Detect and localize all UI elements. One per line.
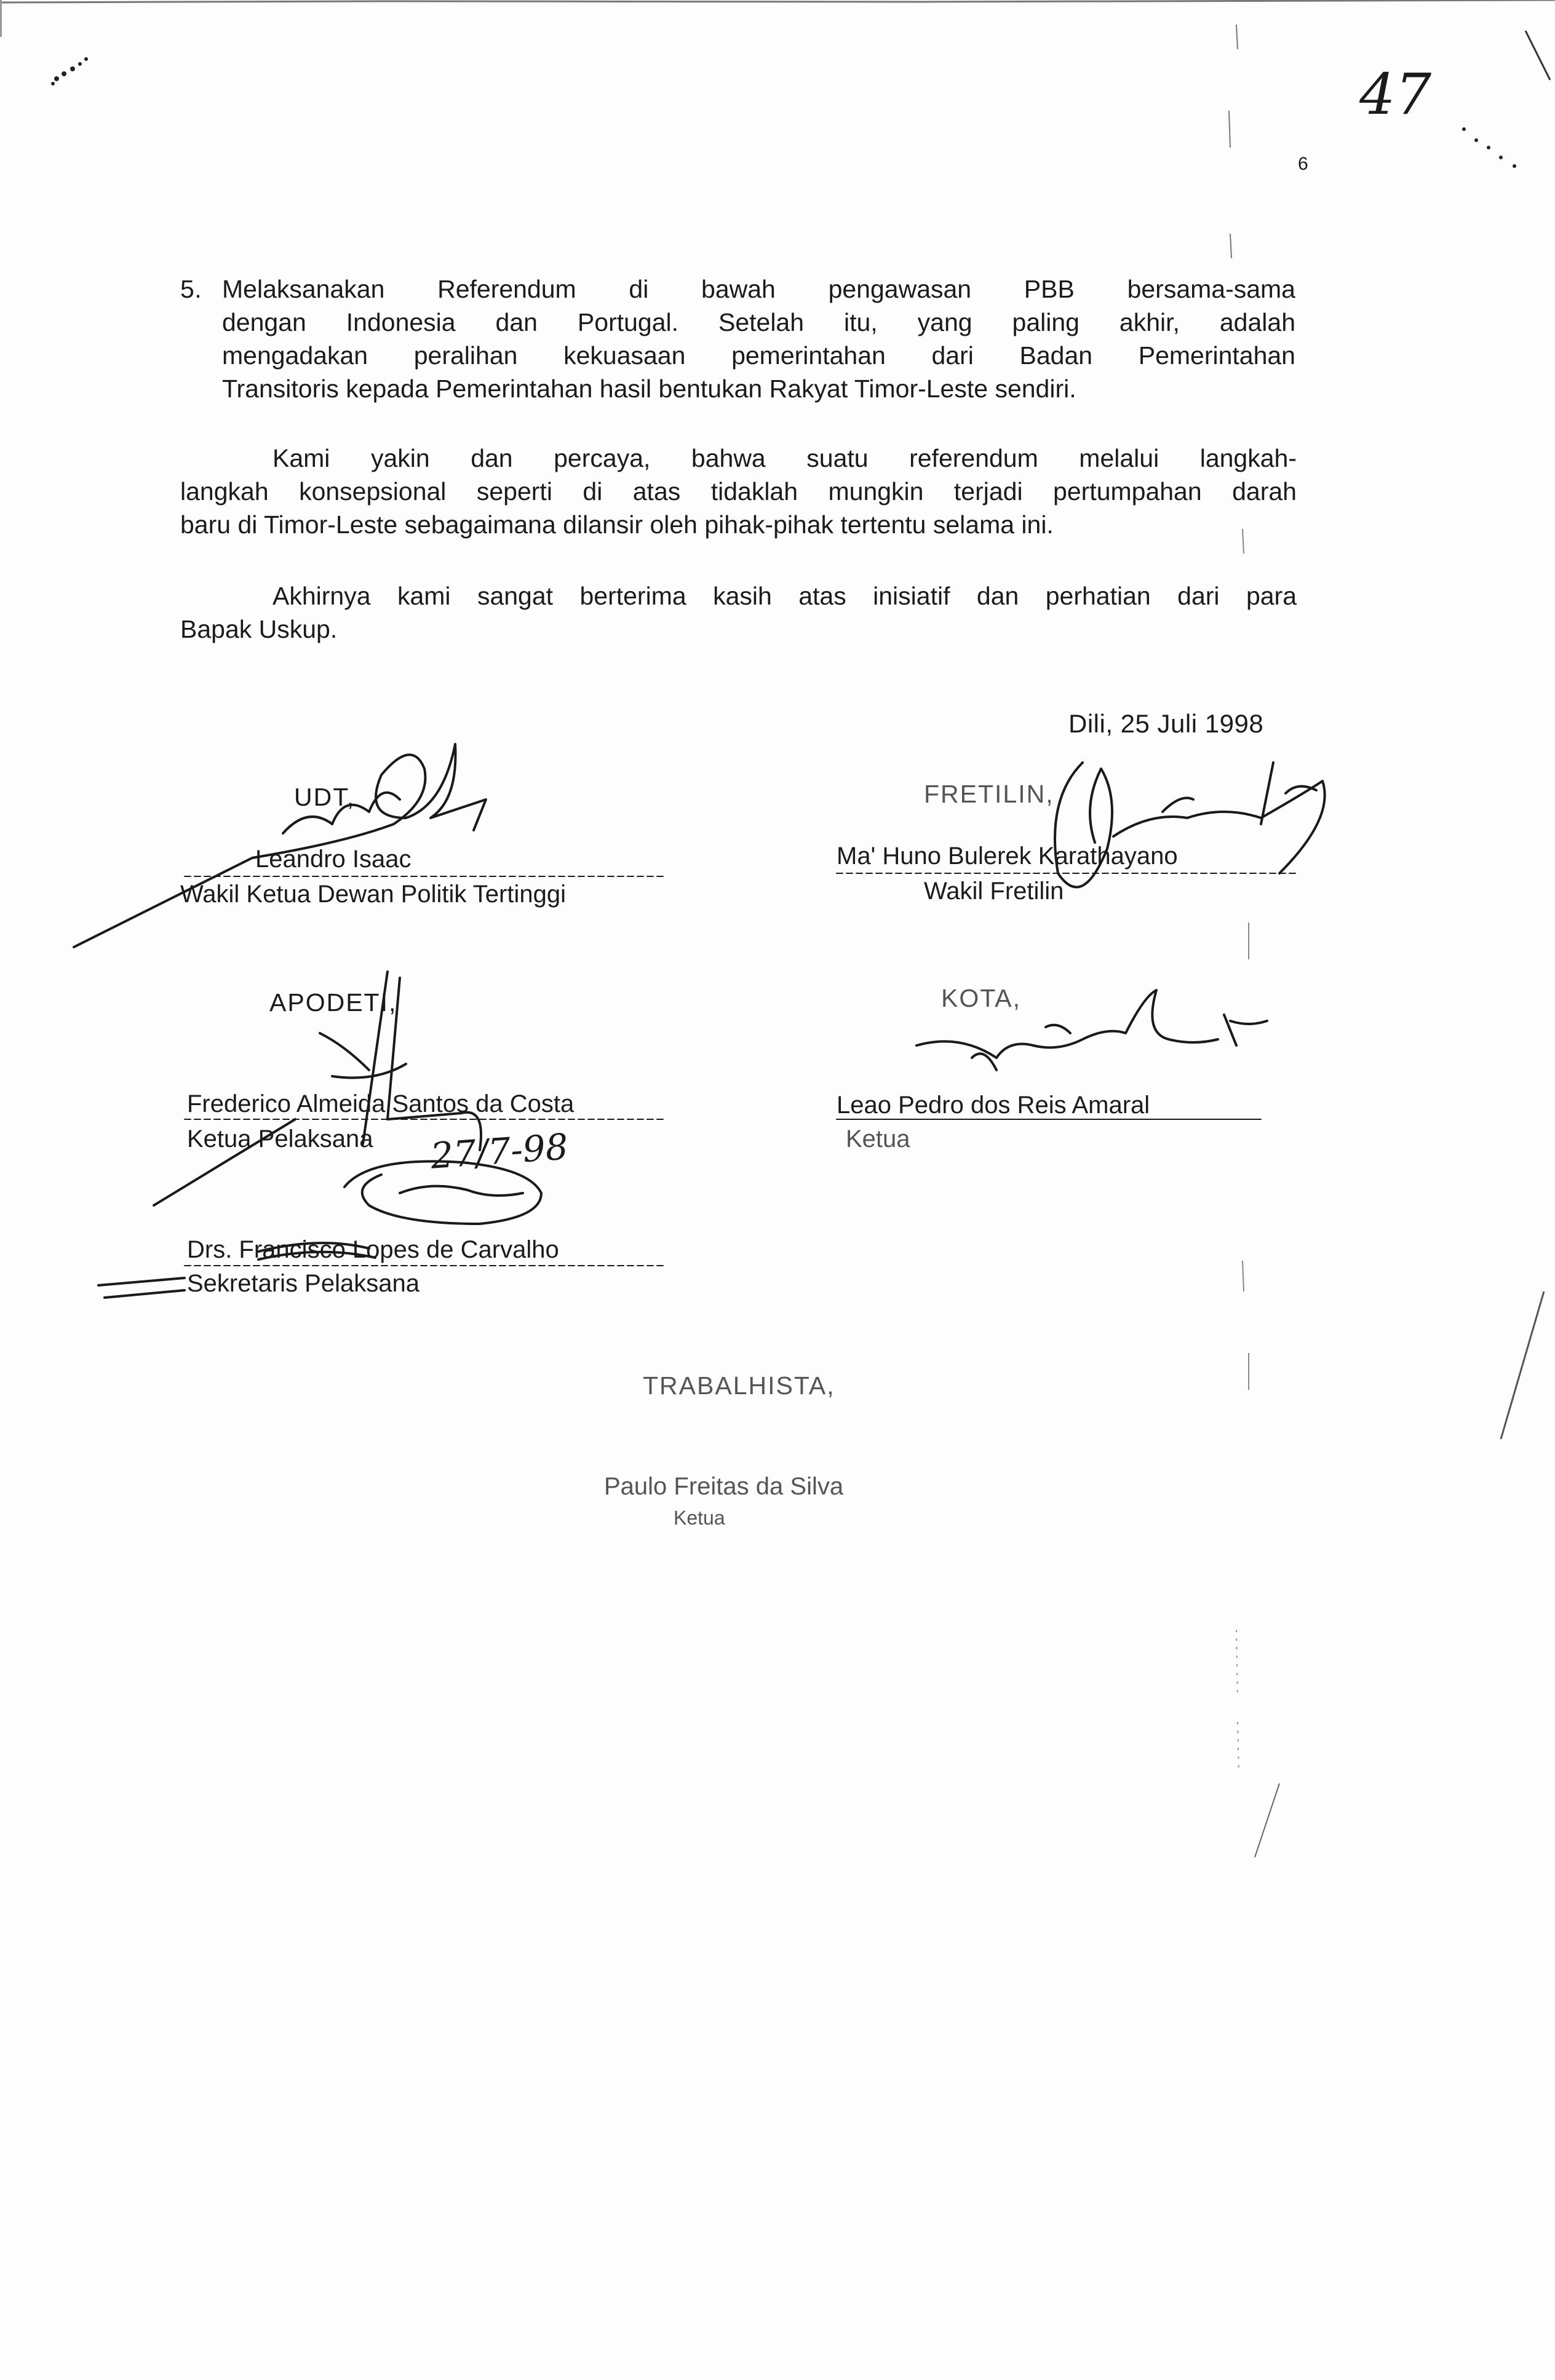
udt-org-label: UDT, [294,783,356,811]
handwritten-page-number: 47 [1359,61,1432,127]
paragraph-2-line-3: baru di Timor-Leste sebagaimana dilansir oleh pihak-pihak tertentu selama ini. [180,510,1054,539]
fretilin-signatory-title: Wakil Fretilin [924,878,1064,905]
item-5-line-1: Melaksanakan Referendum di bawah pengawasan PBB bersama-sama [222,275,1295,303]
kota-org-label: KOTA, [941,984,1021,1012]
apodeti-secretary-title: Sekretaris Pelaksana [187,1270,420,1297]
kota-signatory-name: Leao Pedro dos Reis Amaral [837,1092,1150,1119]
udt-signatory-name: Leandro Isaac [255,846,412,873]
udt-signatory-title: Wakil Ketua Dewan Politik Tertinggi [180,881,566,908]
place-date: Dili, 25 Juli 1998 [1068,709,1264,738]
fretilin-signature [1055,763,1112,887]
kota-signatory-title: Ketua [846,1125,910,1152]
kota-signature [917,990,1267,1058]
trabalhista-signatory-title: Ketua [674,1507,725,1529]
apodeti-handwritten-date: 27/7-98 [429,1125,570,1177]
fretilin-org-label: FRETILIN, [924,780,1054,808]
paragraph-3-line-1: Akhirnya kami sangat berterima kasih atas inisiatif dan perhatian dari para [272,582,1297,610]
item-5-line-3: mengadakan peralihan kekuasaan pemerintahan dari Badan Pemerintahan [222,341,1295,370]
item-5-line-2: dengan Indonesia dan Portugal. Setelah itu, yang paling akhir, adalah [222,308,1295,336]
printed-page-number: 6 [1298,154,1308,174]
paragraph-2-line-2: langkah konsepsional seperti di atas tidaklah mungkin terjadi pertumpahan darah [180,477,1297,506]
udt-signature [74,744,486,947]
trabalhista-signatory-name: Paulo Freitas da Silva [604,1473,844,1500]
item-5-number: 5. [180,275,202,303]
trabalhista-org-label: TRABALHISTA, [643,1371,835,1400]
paragraph-2-line-1: Kami yakin dan percaya, bahwa suatu referendum melalui langkah- [272,444,1297,472]
apodeti-chair-name: Frederico Almeida Santos da Costa [187,1090,575,1117]
apodeti-secretary-signature [344,1161,541,1224]
fretilin-signatory-name: Ma' Huno Bulerek Karathayano [837,843,1178,870]
apodeti-org-label: APODETI, [269,988,397,1017]
apodeti-chair-signature [320,972,481,1150]
apodeti-chair-title: Ketua Pelaksana [187,1125,373,1152]
apodeti-secretary-name: Drs. Francisco Lopes de Carvalho [187,1236,559,1263]
item-5-line-4: Transitoris kepada Pemerintahan hasil bentukan Rakyat Timor-Leste sendiri. [222,375,1076,403]
paragraph-3-line-2: Bapak Uskup. [180,615,338,643]
